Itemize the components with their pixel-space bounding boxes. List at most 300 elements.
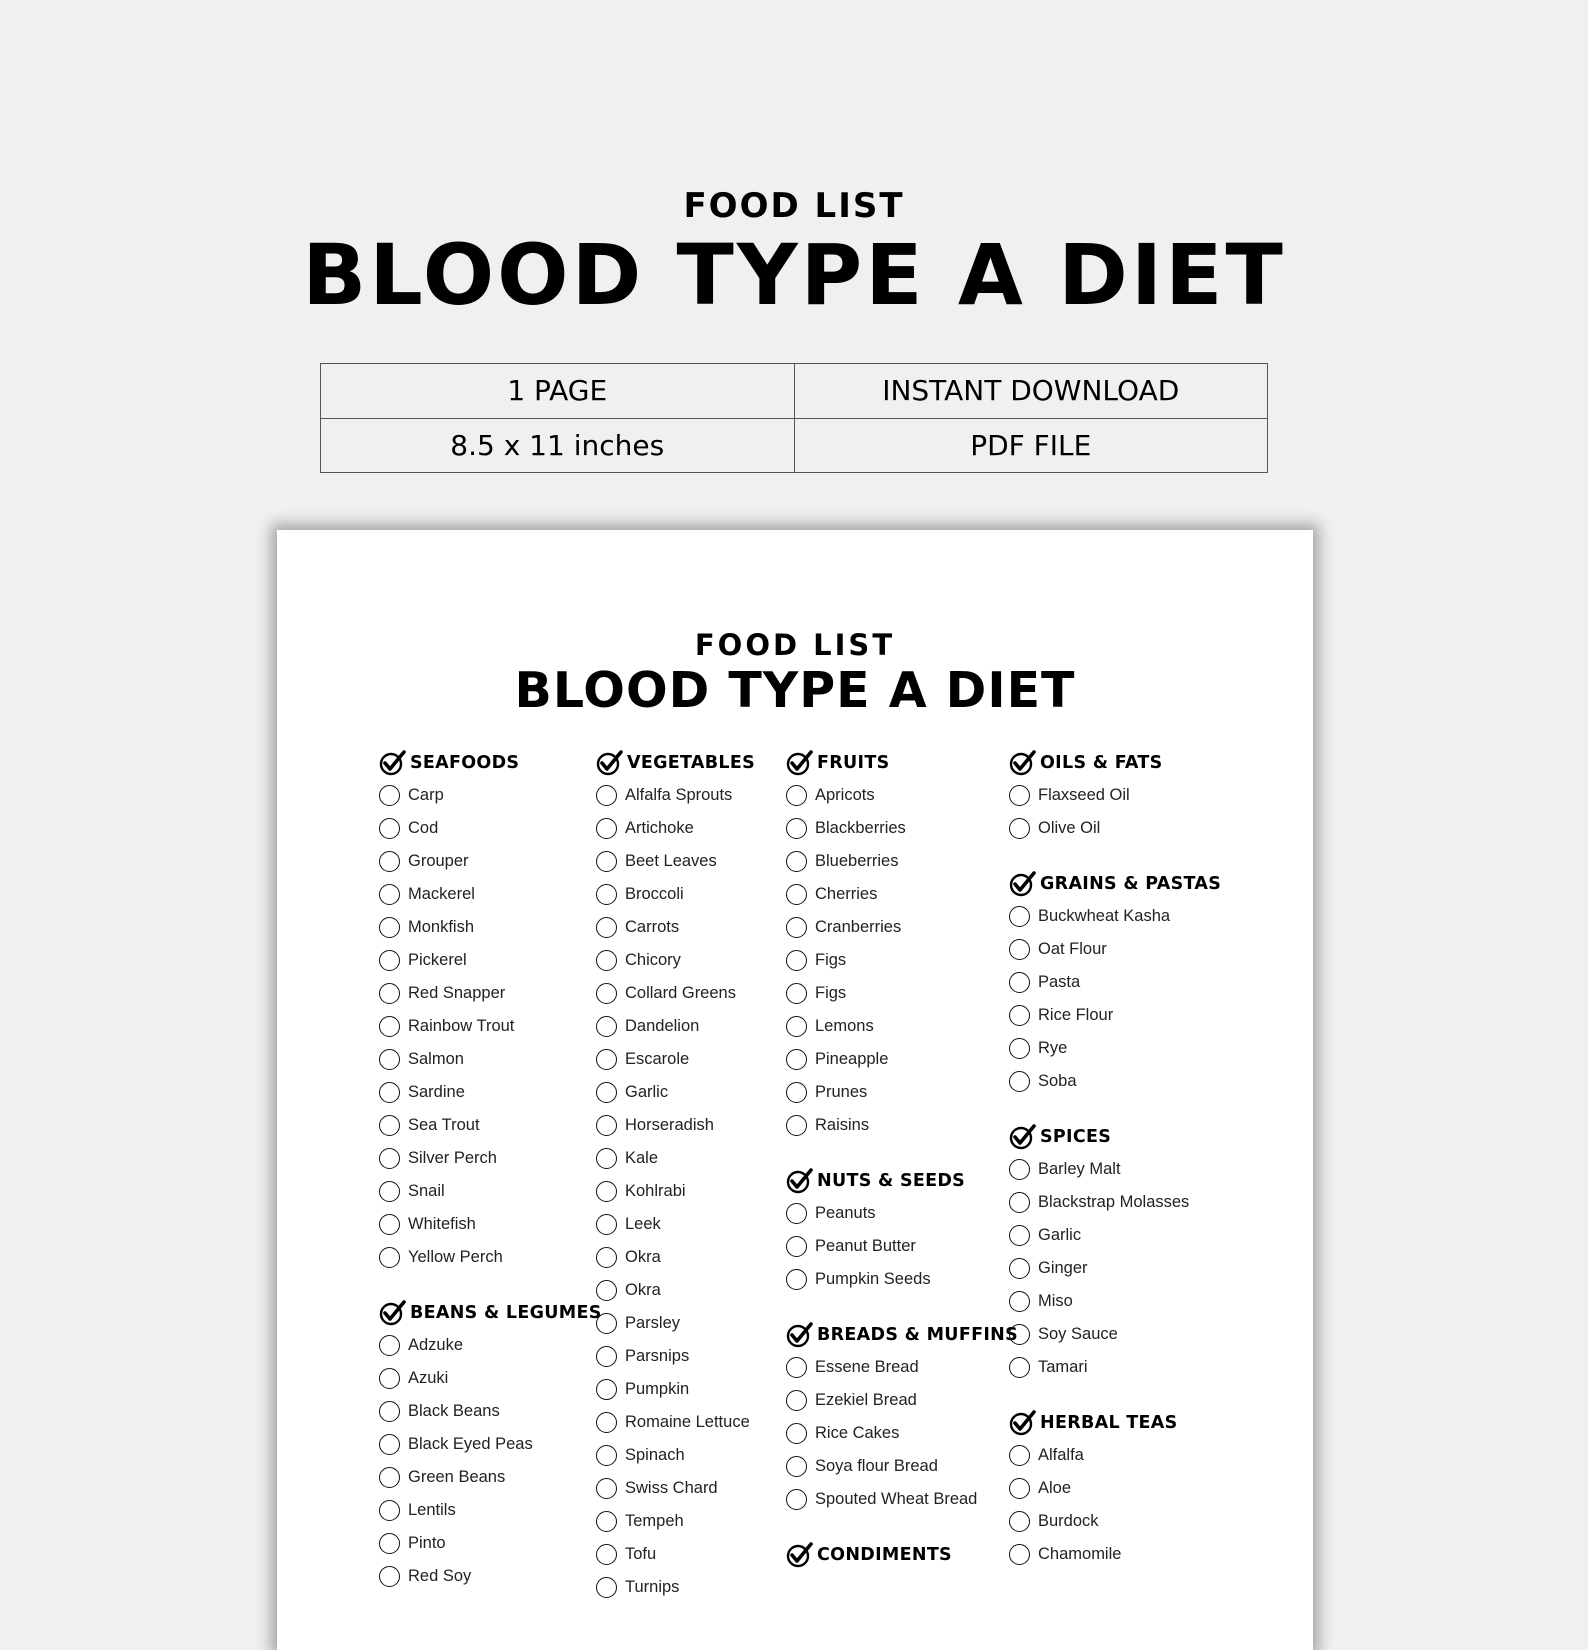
food-item: [379, 1362, 602, 1395]
food-item: [596, 1439, 755, 1472]
food-item: [379, 1494, 602, 1527]
section-header: [1009, 867, 1221, 900]
food-item-label: Lemons: [815, 1017, 874, 1035]
food-item: [379, 1395, 602, 1428]
checkbox-circle[interactable]: [786, 851, 807, 872]
food-item-label: Green Beans: [408, 1468, 506, 1486]
food-item-label: Kohlrabi: [625, 1182, 686, 1200]
check-circle-icon: [786, 1167, 817, 1195]
food-item-label: Sardine: [408, 1083, 465, 1101]
checkbox-circle[interactable]: [1009, 1071, 1030, 1092]
check-circle-icon: [1009, 749, 1040, 777]
food-item: [1009, 1538, 1221, 1571]
section-header: [379, 1296, 602, 1329]
food-item-label: Blackstrap Molasses: [1038, 1193, 1190, 1211]
checkbox-circle[interactable]: [786, 1203, 807, 1224]
food-item: [596, 977, 755, 1010]
checkbox-circle[interactable]: [786, 1082, 807, 1103]
food-item-label: Burdock: [1038, 1512, 1099, 1530]
food-item-label: Kale: [625, 1149, 659, 1167]
food-item-label: Mackerel: [408, 885, 475, 903]
food-item-label: Carp: [408, 786, 444, 804]
food-item: [596, 1142, 755, 1175]
food-item-label: Soba: [1038, 1072, 1077, 1090]
checkbox-circle[interactable]: [786, 884, 807, 905]
food-item-label: Parsley: [625, 1314, 681, 1332]
checkbox-circle[interactable]: [786, 1357, 807, 1378]
food-item-label: Whitefish: [408, 1215, 476, 1233]
food-item-label: Rainbow Trout: [408, 1017, 515, 1035]
checkbox-circle[interactable]: [596, 851, 617, 872]
food-item-label: Romaine Lettuce: [625, 1413, 750, 1431]
check-circle-icon: [786, 1541, 817, 1569]
checkbox-circle[interactable]: [379, 1500, 400, 1521]
info-download: INSTANT DOWNLOAD: [794, 364, 1268, 419]
section-header: [786, 1538, 1018, 1571]
section-title: HERBAL TEAS: [1040, 1412, 1178, 1433]
food-item: [596, 779, 755, 812]
food-item: [1009, 900, 1221, 933]
checkbox-circle[interactable]: [1009, 1511, 1030, 1532]
food-item-label: Peanut Butter: [815, 1237, 916, 1255]
checkbox-circle[interactable]: [1009, 1225, 1030, 1246]
food-item: [786, 1230, 1018, 1263]
food-item-label: Leek: [625, 1215, 661, 1233]
food-item: [379, 977, 602, 1010]
food-item: [379, 1428, 602, 1461]
check-circle-icon: [1009, 1123, 1040, 1151]
section-header: [786, 1318, 1018, 1351]
food-item-label: Barley Malt: [1038, 1160, 1121, 1178]
section-title: SPICES: [1040, 1126, 1112, 1147]
checkbox-circle[interactable]: [1009, 1192, 1030, 1213]
checkbox-circle[interactable]: [379, 818, 400, 839]
food-item-label: Alfalfa: [1038, 1446, 1084, 1464]
checkbox-circle[interactable]: [596, 1511, 617, 1532]
checkbox-circle[interactable]: [1009, 1038, 1030, 1059]
checkbox-circle[interactable]: [379, 785, 400, 806]
food-item-label: Cod: [408, 819, 439, 837]
checkbox-circle[interactable]: [596, 1280, 617, 1301]
checkbox-circle[interactable]: [786, 983, 807, 1004]
food-item-label: Red Snapper: [408, 984, 506, 1002]
food-item: [786, 779, 1018, 812]
food-item: [596, 1340, 755, 1373]
food-item: [786, 944, 1018, 977]
food-item-label: Figs: [815, 984, 847, 1002]
food-section: [1009, 1406, 1221, 1571]
food-item: [1009, 812, 1221, 845]
food-item-label: Spinach: [625, 1446, 685, 1464]
check-circle-icon: [786, 749, 817, 777]
section-header: [379, 746, 602, 779]
food-item-label: Silver Perch: [408, 1149, 497, 1167]
checkbox-circle[interactable]: [379, 1214, 400, 1235]
food-item: [379, 1142, 602, 1175]
food-item: [379, 779, 602, 812]
food-item: [596, 1241, 755, 1274]
info-format: PDF FILE: [794, 418, 1268, 473]
food-item-label: Azuki: [408, 1369, 449, 1387]
food-item-label: Blueberries: [815, 852, 899, 870]
checkbox-circle[interactable]: [379, 917, 400, 938]
checkbox-circle[interactable]: [786, 1423, 807, 1444]
food-item: [786, 878, 1018, 911]
checkbox-circle[interactable]: [379, 1401, 400, 1422]
food-item: [379, 1329, 602, 1362]
food-item: [596, 1175, 755, 1208]
checkbox-circle[interactable]: [1009, 785, 1030, 806]
food-item-label: Figs: [815, 951, 847, 969]
checkbox-circle[interactable]: [786, 1489, 807, 1510]
checkbox-circle[interactable]: [1009, 1159, 1030, 1180]
food-item-label: Essene Bread: [815, 1358, 919, 1376]
checkbox-circle[interactable]: [786, 785, 807, 806]
food-section: [379, 1296, 602, 1593]
food-item: [379, 1527, 602, 1560]
checkbox-circle[interactable]: [786, 1456, 807, 1477]
checkbox-circle[interactable]: [786, 818, 807, 839]
food-item-label: Pinto: [408, 1534, 446, 1552]
food-item-label: Ezekiel Bread: [815, 1391, 917, 1409]
food-item: [786, 812, 1018, 845]
checkbox-circle[interactable]: [596, 1445, 617, 1466]
food-section: [379, 746, 602, 1274]
food-section: [786, 1538, 1018, 1571]
food-item-label: Cranberries: [815, 918, 902, 936]
food-item: [379, 1461, 602, 1494]
checkbox-circle[interactable]: [786, 1115, 807, 1136]
checkbox-circle[interactable]: [1009, 1445, 1030, 1466]
checkbox-circle[interactable]: [1009, 1357, 1030, 1378]
food-item: [786, 1263, 1018, 1296]
food-column-2: [596, 746, 755, 1604]
food-item: [596, 1208, 755, 1241]
food-item-label: Blackberries: [815, 819, 906, 837]
checkbox-circle[interactable]: [596, 1346, 617, 1367]
food-item: [786, 1109, 1018, 1142]
food-item: [786, 1483, 1018, 1516]
checkbox-circle[interactable]: [1009, 1544, 1030, 1565]
food-item: [786, 845, 1018, 878]
food-item-label: Dandelion: [625, 1017, 700, 1035]
section-header: [1009, 1406, 1221, 1439]
section-title: GRAINS & PASTAS: [1040, 873, 1222, 894]
checkbox-circle[interactable]: [379, 1335, 400, 1356]
food-item: [379, 812, 602, 845]
checkbox-circle[interactable]: [379, 1115, 400, 1136]
food-item: [1009, 933, 1221, 966]
checkbox-circle[interactable]: [379, 1016, 400, 1037]
food-item-label: Escarole: [625, 1050, 690, 1068]
food-item: [379, 1175, 602, 1208]
food-item: [1009, 1318, 1221, 1351]
food-item-label: Raisins: [815, 1116, 870, 1134]
food-item-label: Flaxseed Oil: [1038, 786, 1130, 804]
food-item-label: Black Eyed Peas: [408, 1435, 533, 1453]
checkbox-circle[interactable]: [596, 1016, 617, 1037]
food-item: [379, 944, 602, 977]
food-item: [596, 944, 755, 977]
checkbox-circle[interactable]: [1009, 1324, 1030, 1345]
checkbox-circle[interactable]: [596, 818, 617, 839]
checkbox-circle[interactable]: [596, 884, 617, 905]
food-item: [1009, 1472, 1221, 1505]
checkbox-circle[interactable]: [379, 1434, 400, 1455]
food-item-label: Pineapple: [815, 1050, 889, 1068]
food-item: [786, 1384, 1018, 1417]
checkbox-circle[interactable]: [1009, 939, 1030, 960]
food-item-label: Oat Flour: [1038, 940, 1107, 958]
food-item-label: Yellow Perch: [408, 1248, 503, 1266]
check-circle-icon: [1009, 870, 1040, 898]
check-circle-icon: [379, 749, 410, 777]
checkbox-circle[interactable]: [596, 1214, 617, 1235]
food-item: [379, 1109, 602, 1142]
checkbox-circle[interactable]: [596, 983, 617, 1004]
checkbox-circle[interactable]: [1009, 1258, 1030, 1279]
checkbox-circle[interactable]: [379, 1368, 400, 1389]
checkbox-circle[interactable]: [596, 1412, 617, 1433]
food-item: [1009, 966, 1221, 999]
food-item: [596, 845, 755, 878]
food-item: [786, 1076, 1018, 1109]
food-item-label: Pickerel: [408, 951, 467, 969]
food-section: [786, 1164, 1018, 1296]
document-title: BLOOD TYPE A DIET: [514, 662, 1076, 719]
food-item: [786, 1417, 1018, 1450]
checkbox-circle[interactable]: [379, 1533, 400, 1554]
food-item-label: Okra: [625, 1281, 661, 1299]
food-item: [596, 812, 755, 845]
checkbox-circle[interactable]: [596, 1379, 617, 1400]
food-item: [596, 1373, 755, 1406]
food-item-label: Aloe: [1038, 1479, 1072, 1497]
food-item: [1009, 1032, 1221, 1065]
food-item-label: Black Beans: [408, 1402, 500, 1420]
food-item-label: Adzuke: [408, 1336, 464, 1354]
section-title: NUTS & SEEDS: [817, 1170, 966, 1191]
section-title: SEAFOODS: [410, 752, 520, 773]
check-circle-icon: [786, 1321, 817, 1349]
food-item-label: Salmon: [408, 1050, 464, 1068]
checkbox-circle[interactable]: [379, 1467, 400, 1488]
checkbox-circle[interactable]: [596, 1115, 617, 1136]
check-circle-icon: [1009, 1409, 1040, 1437]
food-item-label: Red Soy: [408, 1567, 472, 1585]
food-item: [596, 1274, 755, 1307]
document-subtitle: FOOD LIST: [694, 628, 896, 662]
checkbox-circle[interactable]: [379, 1082, 400, 1103]
food-item-label: Collard Greens: [625, 984, 736, 1002]
checkbox-circle[interactable]: [1009, 972, 1030, 993]
checkbox-circle[interactable]: [1009, 818, 1030, 839]
checkbox-circle[interactable]: [786, 1016, 807, 1037]
checkbox-circle[interactable]: [379, 950, 400, 971]
food-section: [1009, 746, 1221, 845]
food-item-label: Peanuts: [815, 1204, 876, 1222]
checkbox-circle[interactable]: [596, 1082, 617, 1103]
food-item-label: Garlic: [625, 1083, 669, 1101]
checkbox-circle[interactable]: [596, 1544, 617, 1565]
food-column-4: [1009, 746, 1221, 1571]
food-item: [1009, 1252, 1221, 1285]
checkbox-circle[interactable]: [596, 950, 617, 971]
food-item: [1009, 1505, 1221, 1538]
section-title: BEANS & LEGUMES: [410, 1302, 602, 1323]
food-item: [1009, 1219, 1221, 1252]
section-title: CONDIMENTS: [817, 1544, 952, 1565]
food-item-label: Alfalfa Sprouts: [625, 786, 733, 804]
food-item-label: Grouper: [408, 852, 469, 870]
checkbox-circle[interactable]: [786, 950, 807, 971]
food-item: [786, 1043, 1018, 1076]
food-item-label: Soy Sauce: [1038, 1325, 1118, 1343]
checkbox-circle[interactable]: [596, 1181, 617, 1202]
checkbox-circle[interactable]: [379, 983, 400, 1004]
food-item: [596, 1010, 755, 1043]
food-item: [379, 1241, 602, 1274]
food-item: [596, 1076, 755, 1109]
food-item: [1009, 1065, 1221, 1098]
food-section: [1009, 1120, 1221, 1384]
food-item: [1009, 1285, 1221, 1318]
section-title: FRUITS: [817, 752, 890, 773]
food-item: [1009, 1153, 1221, 1186]
food-item-label: Tofu: [625, 1545, 657, 1563]
food-item: [379, 878, 602, 911]
food-section: [786, 1318, 1018, 1516]
checkbox-circle[interactable]: [1009, 1478, 1030, 1499]
section-title: OILS & FATS: [1040, 752, 1163, 773]
food-item-label: Apricots: [815, 786, 875, 804]
food-item: [596, 1307, 755, 1340]
food-item-label: Tempeh: [625, 1512, 684, 1530]
food-item-label: Garlic: [1038, 1226, 1082, 1244]
checkbox-circle[interactable]: [596, 785, 617, 806]
checkbox-circle[interactable]: [379, 1148, 400, 1169]
checkbox-circle[interactable]: [1009, 906, 1030, 927]
food-item: [1009, 1439, 1221, 1472]
document-preview: [277, 530, 1313, 1650]
food-item-label: Carrots: [625, 918, 680, 936]
checkbox-circle[interactable]: [1009, 1005, 1030, 1026]
info-pages: 1 PAGE: [321, 364, 795, 419]
food-item: [596, 1406, 755, 1439]
food-item: [1009, 999, 1221, 1032]
food-item-label: Swiss Chard: [625, 1479, 718, 1497]
food-item: [786, 1010, 1018, 1043]
checkbox-circle[interactable]: [379, 1049, 400, 1070]
checkbox-circle[interactable]: [596, 1049, 617, 1070]
checkbox-circle[interactable]: [379, 1566, 400, 1587]
food-item: [379, 1560, 602, 1593]
checkbox-circle[interactable]: [379, 851, 400, 872]
food-item-label: Lentils: [408, 1501, 456, 1519]
food-item: [786, 911, 1018, 944]
section-header: [786, 1164, 1018, 1197]
checkbox-circle[interactable]: [379, 884, 400, 905]
food-item-label: Broccoli: [625, 885, 684, 903]
food-item-label: Sea Trout: [408, 1116, 480, 1134]
checkbox-circle[interactable]: [786, 1269, 807, 1290]
food-item-label: Cherries: [815, 885, 878, 903]
food-item: [1009, 779, 1221, 812]
check-circle-icon: [379, 1299, 410, 1327]
checkbox-circle[interactable]: [596, 917, 617, 938]
food-section: [1009, 867, 1221, 1098]
food-item: [786, 1197, 1018, 1230]
food-item-label: Pumpkin: [625, 1380, 690, 1398]
food-item-label: Tamari: [1038, 1358, 1088, 1376]
checkbox-circle[interactable]: [786, 1049, 807, 1070]
check-circle-icon: [596, 749, 627, 777]
food-column-3: [786, 746, 1018, 1571]
food-item: [596, 1109, 755, 1142]
food-item-label: Parsnips: [625, 1347, 690, 1365]
checkbox-circle[interactable]: [596, 1148, 617, 1169]
checkbox-circle[interactable]: [786, 917, 807, 938]
food-item: [596, 911, 755, 944]
food-item: [786, 977, 1018, 1010]
food-item-label: Chamomile: [1038, 1545, 1122, 1563]
food-item-label: Buckwheat Kasha: [1038, 907, 1171, 925]
checkbox-circle[interactable]: [596, 1478, 617, 1499]
food-item-label: Turnips: [625, 1578, 680, 1596]
food-item-label: Miso: [1038, 1292, 1073, 1310]
food-item: [1009, 1351, 1221, 1384]
food-item: [379, 845, 602, 878]
checkbox-circle[interactable]: [596, 1313, 617, 1334]
info-size: 8.5 x 11 inches: [321, 418, 795, 473]
food-item-label: Olive Oil: [1038, 819, 1101, 837]
food-item-label: Rice Cakes: [815, 1424, 900, 1442]
food-item-label: Artichoke: [625, 819, 694, 837]
food-item-label: Chicory: [625, 951, 681, 969]
food-section: [596, 746, 755, 1604]
checkbox-circle[interactable]: [379, 1247, 400, 1268]
header-subtitle: FOOD LIST: [683, 186, 905, 226]
food-item-label: Beet Leaves: [625, 852, 717, 870]
checkbox-circle[interactable]: [786, 1390, 807, 1411]
food-item: [596, 1505, 755, 1538]
food-item: [379, 1010, 602, 1043]
food-item: [1009, 1186, 1221, 1219]
food-item-label: Horseradish: [625, 1116, 714, 1134]
food-item-label: Spouted Wheat Bread: [815, 1490, 978, 1508]
checkbox-circle[interactable]: [1009, 1291, 1030, 1312]
food-item: [786, 1351, 1018, 1384]
food-item: [596, 1472, 755, 1505]
food-item-label: Rye: [1038, 1039, 1068, 1057]
section-header: [786, 746, 1018, 779]
checkbox-circle[interactable]: [596, 1247, 617, 1268]
food-item: [786, 1450, 1018, 1483]
checkbox-circle[interactable]: [786, 1236, 807, 1257]
food-item-label: Snail: [408, 1182, 445, 1200]
food-item: [596, 1538, 755, 1571]
food-item-label: Rice Flour: [1038, 1006, 1114, 1024]
food-item: [596, 1043, 755, 1076]
header-title: BLOOD TYPE A DIET: [302, 226, 1286, 324]
food-item-label: Pasta: [1038, 973, 1081, 991]
checkbox-circle[interactable]: [379, 1181, 400, 1202]
food-column-1: [379, 746, 602, 1593]
food-item-label: Prunes: [815, 1083, 868, 1101]
section-title: VEGETABLES: [627, 752, 755, 773]
food-item-label: Pumpkin Seeds: [815, 1270, 931, 1288]
info-table: [320, 363, 1268, 473]
